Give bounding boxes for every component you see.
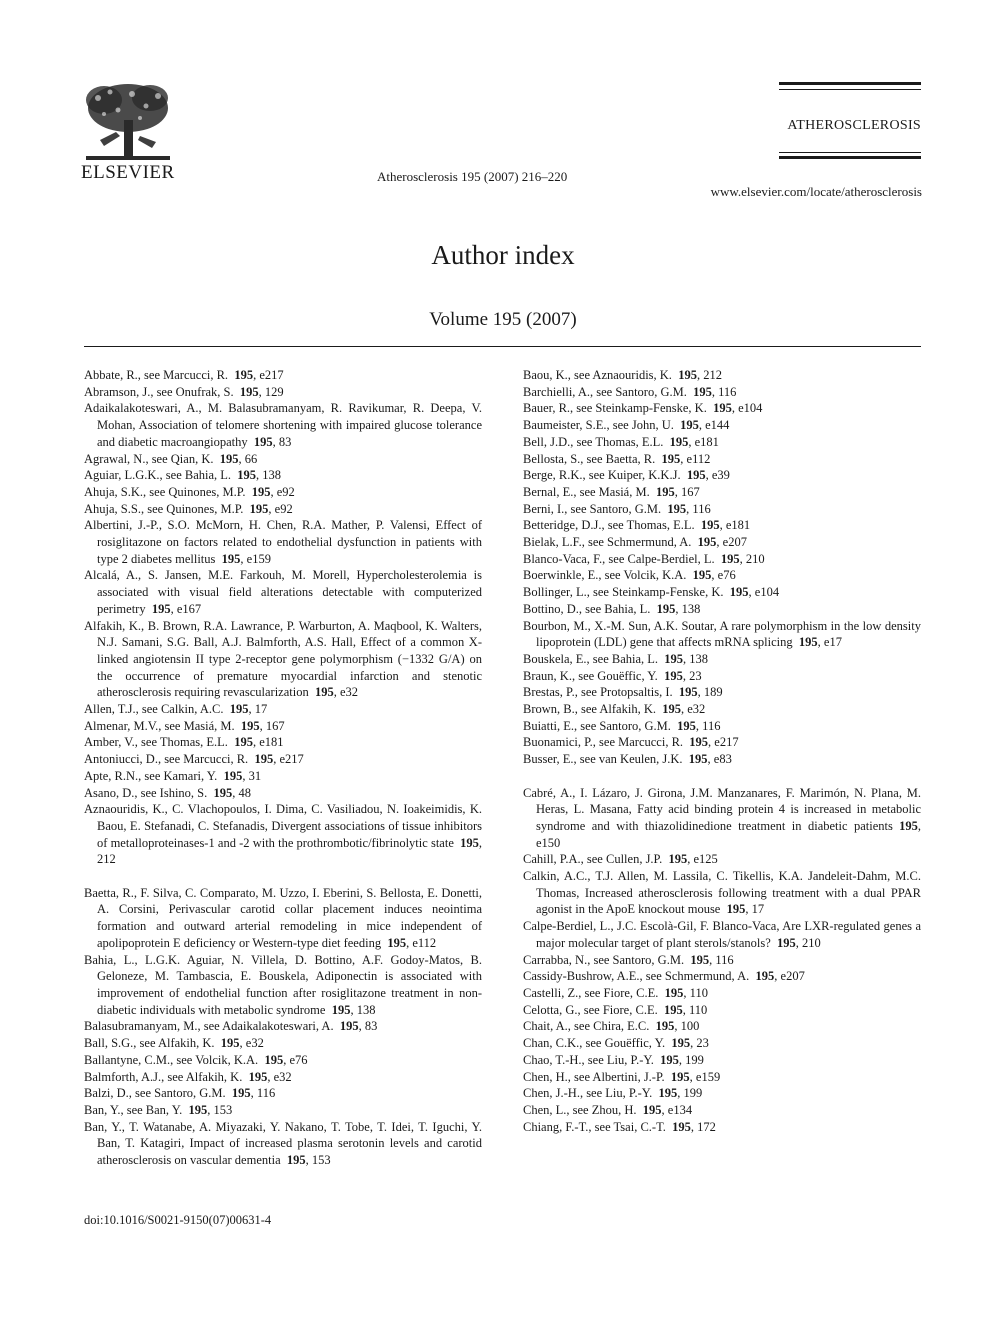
entry-text: Brestas, P., see Protopsaltis, I.	[523, 685, 673, 700]
index-entry: Adaikalakoteswari, A., M. Balasubramanyam, R. Ravikumar, R. Deepa, V. Mohan, Association of telomere shortening with impaired glucose tolerance and diabetic macroangiopathy 195, 83	[84, 401, 482, 449]
entry-volume: 195	[664, 651, 684, 666]
entry-page: 138	[689, 651, 709, 666]
entry-page: e159	[695, 1069, 721, 1084]
entry-volume: 195	[231, 1086, 251, 1101]
entry-volume: 195	[663, 1002, 683, 1017]
entry-volume: 195	[642, 1102, 662, 1117]
entry-text: Buonamici, P., see Marcucci, R.	[523, 735, 684, 750]
index-entry: Boerwinkle, E., see Volcik, K.A. 195, e76	[523, 568, 736, 583]
entry-volume: 195	[686, 468, 706, 483]
entry-page: 100	[680, 1019, 700, 1034]
entry-page: e112	[412, 935, 437, 950]
entry-page: e32	[245, 1036, 264, 1051]
entry-page: e32	[273, 1069, 292, 1084]
index-entry: Cassidy-Bushrow, A.E., see Schmermund, A. 195, e207	[523, 969, 805, 984]
entry-text: Cassidy-Bushrow, A.E., see Schmermund, A.	[523, 969, 750, 984]
entry-volume: 195	[240, 718, 260, 733]
entry-page: 66	[244, 451, 258, 466]
entry-page: e150	[536, 835, 561, 850]
entry-text: Berge, R.K., see Kuiper, K.K.J.	[523, 468, 681, 483]
index-entry: Ahuja, S.S., see Quinones, M.P. 195, e92	[84, 501, 293, 516]
index-entry: Calkin, A.C., T.J. Allen, M. Lassila, C. Tikellis, K.A. Jandeleit-Dahm, M.C. Thomas, Increased atherosclerosis following treatment with a dual PPAR agonist in the ApoE knockout mouse 195, 17	[523, 869, 921, 917]
entry-volume: 195	[387, 935, 407, 950]
entry-page: e181	[694, 434, 719, 449]
entry-page: e112	[686, 451, 711, 466]
entry-page: 153	[213, 1102, 233, 1117]
index-entry: Baetta, R., F. Silva, C. Comparato, M. Uzzo, I. Eberini, S. Bellosta, E. Donetti, A. Corsini, Perivascular carotid collar placement induces neointima formation and outward arterial remodeling in mice independent of apolipoprotein E deficiency or Western-type diet feeding 195, e112	[84, 885, 482, 950]
entry-page: 116	[256, 1086, 276, 1101]
entry-volume: 195	[251, 484, 271, 499]
index-entry: Brestas, P., see Protopsaltis, I. 195, 189	[523, 685, 723, 700]
entry-volume: 195	[213, 785, 233, 800]
entry-volume: 195	[248, 1069, 268, 1084]
entry-page: e32	[339, 685, 359, 700]
entry-volume: 195	[729, 585, 749, 600]
index-entry: Chen, H., see Albertini, J.-P. 195, e159	[523, 1069, 721, 1084]
header-divider	[84, 346, 921, 347]
entry-page: 116	[702, 718, 721, 733]
entry-page: e207	[722, 535, 747, 550]
entry-volume: 195	[688, 752, 708, 767]
index-entry: Ball, S.G., see Alfakih, K. 195, e32	[84, 1036, 264, 1051]
entry-volume: 195	[220, 1036, 240, 1051]
entry-text: Abramson, J., see Onufrak, S.	[84, 384, 234, 399]
entry-page: e17	[823, 635, 842, 650]
entry-page: e217	[259, 368, 284, 382]
entry-volume: 195	[664, 986, 684, 1000]
entry-text: Allen, T.J., see Calkin, A.C.	[84, 702, 224, 717]
entry-page: 17	[751, 902, 765, 917]
index-entry: Berge, R.K., see Kuiper, K.K.J. 195, e39	[523, 468, 730, 483]
entry-text: Baumeister, S.E., see John, U.	[523, 418, 674, 433]
entry-volume: 195	[656, 601, 676, 616]
entry-text: Bouskela, E., see Bahia, L.	[523, 651, 659, 666]
entry-volume: 195	[662, 702, 681, 717]
index-entry: Chen, L., see Zhou, H. 195, e134	[523, 1102, 693, 1117]
entry-text: Almenar, M.V., see Masiá, M.	[84, 718, 235, 733]
entry-volume: 195	[668, 852, 688, 867]
entry-page: 116	[692, 501, 711, 516]
entry-volume: 195	[221, 551, 241, 566]
index-entry: Baumeister, S.E., see John, U. 195, e144	[523, 418, 730, 433]
entry-page: 110	[688, 1002, 708, 1017]
entry-page: e92	[274, 501, 293, 516]
entry-volume: 195	[339, 1019, 359, 1034]
index-entry: Ban, Y., see Ban, Y. 195, 153	[84, 1102, 233, 1117]
tree-icon	[80, 80, 176, 164]
entry-page: 31	[248, 768, 262, 783]
index-entry: Calpe-Berdiel, L., J.C. Escolà-Gil, F. Blanco-Vaca, Are LXR-regulated genes a major molecular target of plant sterols/stanols? 195, 210	[523, 919, 921, 950]
index-entry: Berni, I., see Santoro, G.M. 195, 116	[523, 501, 711, 516]
entry-volume: 195	[658, 1086, 678, 1101]
entry-text: Baou, K., see Aznaouridis, K.	[523, 368, 672, 382]
journal-rule-top-thin	[779, 89, 921, 90]
index-entry: Cabré, A., I. Lázaro, J. Girona, J.M. Manzanares, F. Marimón, N. Plana, M. Heras, L. Masana, Fatty acid binding protein 4 is increased in metabolic syndrome and with thiazolidinedione treatment in diabetic patients 195, e150	[523, 785, 921, 850]
index-entry: Balasubramanyam, M., see Adaikalakoteswari, A. 195, 83	[84, 1019, 378, 1034]
index-entry: Almenar, M.V., see Masiá, M. 195, 167	[84, 718, 285, 733]
index-entry: Ban, Y., T. Watanabe, A. Miyazaki, Y. Nakano, T. Tobe, T. Idei, T. Iguchi, Y. Ban, T. Katagiri, Impact of increased plasma serotonin levels and carotid atherosclerosis on vascular dementia 195, 153	[84, 1119, 482, 1168]
index-column-right	[523, 367, 921, 1135]
entry-volume: 195	[678, 368, 697, 382]
entry-volume: 195	[680, 418, 699, 433]
entry-volume: 195	[692, 568, 712, 583]
index-entry: Apte, R.N., see Kamari, Y. 195, 31	[84, 768, 262, 783]
doi-text: doi:10.1016/S0021-9150(07)00631-4	[84, 1213, 272, 1227]
index-entry: Buiatti, E., see Santoro, G.M. 195, 116	[523, 718, 721, 733]
entry-volume: 195	[229, 702, 249, 717]
index-entry: Bielak, L.F., see Schmermund, A. 195, e207	[523, 535, 747, 550]
entry-page: 172	[697, 1119, 716, 1134]
entry-text: Alcalá, A., S. Jansen, M.E. Farkouh, M. Morell, Hypercholesterolemia is associated with visual field alterations detectable with computerized perimetry	[84, 568, 482, 616]
entry-page: 116	[715, 952, 734, 967]
entry-text: Chait, A., see Chira, E.C.	[523, 1019, 650, 1034]
entry-volume: 195	[234, 368, 254, 382]
entry-text: Aznaouridis, K., C. Vlachopoulos, I. Dima, C. Vasiliadou, N. Ioakeimidis, K. Baou, E. Stefanadi, C. Stefanadis, Divergent associations of tissue inhibitors of metalloproteinases-1 and -2 with the prothrombotic/fibrinolytic state	[84, 802, 482, 850]
index-entry: Chao, T.-H., see Liu, P.-Y. 195, 199	[523, 1052, 704, 1067]
elsevier-logo	[80, 80, 178, 184]
entry-page: e39	[711, 468, 730, 483]
entry-text: Celotta, G., see Fiore, C.E.	[523, 1002, 658, 1017]
index-entry: Balzi, D., see Santoro, G.M. 195, 116	[84, 1086, 276, 1101]
index-entry: Amber, V., see Thomas, E.L. 195, e181	[84, 735, 284, 750]
entry-text: Carrabba, N., see Santoro, G.M.	[523, 952, 685, 967]
index-entry: Abramson, J., see Onufrak, S. 195, 129	[84, 384, 284, 399]
entry-volume: 195	[314, 685, 334, 700]
entry-text: Chan, C.K., see Gouëffic, Y.	[523, 1036, 666, 1051]
entry-page: 23	[689, 668, 702, 683]
entry-text: Bielak, L.F., see Schmermund, A.	[523, 535, 692, 550]
entry-volume: 195	[331, 1002, 351, 1017]
entry-text: Ban, Y., T. Watanabe, A. Miyazaki, Y. Nakano, T. Tobe, T. Idei, T. Iguchi, Y. Ban, T. Katagiri, Impact of increased plasma serotonin levels and carotid atherosclerosis on vascular dementia	[84, 1119, 482, 1168]
entry-page: 23	[696, 1036, 709, 1051]
index-entry: Alcalá, A., S. Jansen, M.E. Farkouh, M. Morell, Hypercholesterolemia is associated with visual field alterations detectable with computerized perimetry 195, e167	[84, 568, 482, 616]
index-entry: Albertini, J.-P., S.O. McMorn, H. Chen, R.A. Mather, P. Valensi, Effect of rosiglitazone on factors related to endothelial dysfunction in patients with type 2 diabetes mellitus 195, e159	[84, 518, 482, 566]
entry-text: Braun, K., see Gouëffic, Y.	[523, 668, 658, 683]
entry-text: Baetta, R., F. Silva, C. Comparato, M. Uzzo, I. Eberini, S. Bellosta, E. Donetti, A. Corsini, Perivascular carotid collar placement induces neointima formation and outward arterial remodeling in mice independent of apolipoprotein E deficiency or Western-type diet feeding	[84, 885, 482, 950]
entry-text: Chen, H., see Albertini, J.-P.	[523, 1069, 665, 1084]
entry-text: Ahuja, S.K., see Quinones, M.P.	[84, 484, 246, 499]
index-entry: Antoniucci, D., see Marcucci, R. 195, e217	[84, 752, 304, 767]
index-entry: Aznaouridis, K., C. Vlachopoulos, I. Dima, C. Vasiliadou, N. Ioakeimidis, K. Baou, E. Stefanadi, C. Stefanadis, Divergent associations of tissue inhibitors of metalloproteinases-1 and -2 with the prothrombotic/fibrinolytic state 195, 212	[84, 802, 482, 867]
entry-text: Bourbon, M., X.-M. Sun, A.K. Soutar, A rare polymorphism in the low density lipoprotein (LDL) gene that affects mRNA splicing	[523, 618, 921, 650]
entry-text: Agrawal, N., see Qian, K.	[84, 451, 214, 466]
index-entry: Braun, K., see Gouëffic, Y. 195, 23	[523, 668, 702, 683]
entry-text: Balmforth, A.J., see Alfakih, K.	[84, 1069, 243, 1084]
entry-text: Antoniucci, D., see Marcucci, R.	[84, 752, 249, 767]
entry-volume: 195	[264, 1052, 284, 1067]
entry-page: e76	[289, 1052, 308, 1067]
entry-volume: 195	[219, 451, 239, 466]
entry-page: 212	[703, 368, 722, 382]
entry-text: Amber, V., see Thomas, E.L.	[84, 735, 228, 750]
entry-volume: 195	[697, 535, 717, 550]
entry-text: Betteridge, D.J., see Thomas, E.L.	[523, 518, 695, 533]
entry-volume: 195	[151, 601, 171, 616]
entry-page: e134	[667, 1102, 693, 1117]
entry-text: Bell, J.D., see Thomas, E.L.	[523, 434, 664, 449]
entry-volume: 195	[899, 818, 918, 833]
entry-volume: 195	[713, 401, 732, 416]
index-entry: Castelli, Z., see Fiore, C.E. 195, 110	[523, 986, 708, 1000]
entry-page: 116	[718, 384, 737, 399]
entry-text: Apte, R.N., see Kamari, Y.	[84, 768, 218, 783]
entry-text: Blanco-Vaca, F., see Calpe-Berdiel, L.	[523, 551, 715, 566]
entry-volume: 195	[188, 1102, 208, 1117]
index-entry: Abbate, R., see Marcucci, R. 195, e217	[84, 368, 284, 382]
entry-page: 167	[265, 718, 285, 733]
entry-volume: 195	[700, 518, 720, 533]
entry-text: Bauer, R., see Steinkamp-Fenske, K.	[523, 401, 707, 416]
entry-page: 129	[264, 384, 284, 399]
index-entry: Agrawal, N., see Qian, K. 195, 66	[84, 451, 258, 466]
entry-text: Boerwinkle, E., see Volcik, K.A.	[523, 568, 687, 583]
entry-volume: 195	[690, 952, 710, 967]
entry-text: Chen, J.-H., see Liu, P.-Y.	[523, 1086, 653, 1101]
entry-volume: 195	[798, 635, 818, 650]
index-entry: Bauer, R., see Steinkamp-Fenske, K. 195, e104	[523, 401, 763, 416]
entry-volume: 195	[660, 1052, 679, 1067]
index-entry: Bottino, D., see Bahia, L. 195, 138	[523, 601, 701, 616]
entry-volume: 195	[677, 718, 696, 733]
entry-text: Ahuja, S.S., see Quinones, M.P.	[84, 501, 244, 516]
journal-rule-bottom	[779, 156, 921, 159]
entry-page: e83	[713, 752, 732, 767]
entry-volume: 195	[661, 451, 681, 466]
index-entry: Allen, T.J., see Calkin, A.C. 195, 17	[84, 702, 268, 717]
entry-page: 83	[364, 1019, 378, 1034]
entry-page: e76	[717, 568, 736, 583]
entry-volume: 195	[253, 434, 273, 449]
entry-page: e144	[705, 418, 730, 433]
entry-volume: 195	[693, 384, 712, 399]
entry-page: 138	[356, 1002, 376, 1017]
entry-page: 210	[745, 551, 765, 566]
entry-text: Asano, D., see Ishino, S.	[84, 785, 208, 800]
entry-page: 189	[703, 685, 723, 700]
entry-text: Brown, B., see Alfakih, K.	[523, 702, 656, 717]
entry-page: e181	[725, 518, 751, 533]
index-entry: Ahuja, S.K., see Quinones, M.P. 195, e92	[84, 484, 295, 499]
entry-text: Calpe-Berdiel, L., J.C. Escolà-Gil, F. Blanco-Vaca, Are LXR-regulated genes a major molecular target of plant sterols/stanols?	[523, 919, 921, 950]
journal-name: ATHEROSCLEROSIS	[787, 118, 921, 133]
entry-volume: 195	[726, 902, 746, 917]
entry-text: Chen, L., see Zhou, H.	[523, 1102, 637, 1117]
entry-volume: 195	[223, 768, 243, 783]
entry-text: Cabré, A., I. Lázaro, J. Girona, J.M. Manzanares, F. Marimón, N. Plana, M. Heras, L. Masana, Fatty acid binding protein 4 is increased in metabolic syndrome and with thiazolidinedione treatment in diabetic patients	[523, 785, 921, 833]
journal-rule-bottom-thin	[779, 152, 921, 153]
entry-page: e207	[780, 969, 805, 984]
journal-url-link[interactable]: www.elsevier.com/locate/atherosclerosis	[710, 184, 922, 199]
index-entry: Ballantyne, C.M., see Volcik, K.A. 195, e76	[84, 1052, 308, 1067]
entry-page: e92	[276, 484, 295, 499]
entry-page: 138	[262, 468, 282, 483]
index-entry: Bahia, L., L.G.K. Aguiar, N. Villela, D. Bottino, A.F. Godoy-Matos, B. Geloneze, M. Tambascia, E. Bouskela, Adiponectin is associated with improvement of endothelial function after rosiglitazone treatment in non-diabetic individuals with metabolic syndrome 195, 138	[84, 952, 482, 1017]
entry-page: e125	[693, 852, 718, 867]
index-entry: Barchielli, A., see Santoro, G.M. 195, 116	[523, 384, 737, 399]
entry-volume: 195	[286, 1153, 306, 1168]
index-entry: Bollinger, L., see Steinkamp-Fenske, K. 195, e104	[523, 585, 780, 600]
entry-text: Barchielli, A., see Santoro, G.M.	[523, 384, 687, 399]
index-entry: Carrabba, N., see Santoro, G.M. 195, 116	[523, 952, 734, 967]
index-entry: Asano, D., see Ishino, S. 195, 48	[84, 785, 252, 800]
entry-volume: 195	[678, 685, 698, 700]
entry-page: e32	[687, 702, 706, 717]
entry-page: 199	[685, 1052, 704, 1067]
entry-page: e104	[738, 401, 763, 416]
entry-text: Chiang, F.-T., see Tsai, C.-T.	[523, 1119, 666, 1134]
index-entry: Chait, A., see Chira, E.C. 195, 100	[523, 1019, 700, 1034]
entry-text: Balzi, D., see Santoro, G.M.	[84, 1086, 226, 1101]
entry-volume: 195	[254, 752, 274, 767]
entry-text: Bollinger, L., see Steinkamp-Fenske, K.	[523, 585, 724, 600]
entry-page: 167	[680, 484, 700, 499]
entry-page: 17	[254, 702, 268, 717]
entry-page: e181	[259, 735, 284, 750]
entry-page: 138	[681, 601, 701, 616]
entry-volume: 195	[655, 1019, 675, 1034]
index-entry: Bourbon, M., X.-M. Sun, A.K. Soutar, A rare polymorphism in the low density lipoprotein (LDL) gene that affects mRNA splicing 195, e17	[523, 618, 921, 650]
index-entry: Betteridge, D.J., see Thomas, E.L. 195, e181	[523, 518, 751, 533]
index-entry: Chen, J.-H., see Liu, P.-Y. 195, 199	[523, 1086, 703, 1101]
page-title: Author index	[431, 240, 575, 270]
volume-label: Volume 195 (2007)	[429, 309, 577, 330]
entry-text: Ball, S.G., see Alfakih, K.	[84, 1036, 215, 1051]
entry-text: Adaikalakoteswari, A., M. Balasubramanyam, R. Ravikumar, R. Deepa, V. Mohan, Association of telomere shortening with impaired glucose tolerance and diabetic macroangiopathy	[84, 401, 482, 449]
entry-text: Bahia, L., L.G.K. Aguiar, N. Villela, D. Bottino, A.F. Godoy-Matos, B. Geloneze, M. Tambascia, E. Bouskela, Adiponectin is associated with improvement of endothelial function after rosiglitazone treatment in non-diabetic individuals with metabolic syndrome	[84, 952, 482, 1017]
entry-text: Buiatti, E., see Santoro, G.M.	[523, 718, 671, 733]
entry-page: 153	[311, 1153, 331, 1168]
entry-text: Albertini, J.-P., S.O. McMorn, H. Chen, R.A. Mather, P. Valensi, Effect of rosiglitazone on factors related to endothelial dysfunction in patients with type 2 diabetes mellitus	[84, 518, 482, 566]
entry-volume: 195	[755, 969, 775, 984]
entry-volume: 195	[670, 1069, 690, 1084]
entry-text: Cahill, P.A., see Cullen, J.P.	[523, 852, 663, 867]
entry-text: Calkin, A.C., T.J. Allen, M. Lassila, C. Tikellis, K.A. Jandeleit-Dahm, M.C. Thomas, Increased atherosclerosis following treatment with a dual PPAR agonist in the ApoE knockout mouse	[523, 869, 921, 917]
entry-volume: 195	[655, 484, 675, 499]
entry-text: Aguiar, L.G.K., see Bahia, L.	[84, 468, 232, 483]
entry-page: e217	[714, 735, 739, 750]
index-entry: Bouskela, E., see Bahia, L. 195, 138	[523, 651, 709, 666]
index-entry: Baou, K., see Aznaouridis, K. 195, 212	[523, 368, 722, 382]
entry-volume: 195	[669, 434, 689, 449]
index-entry: Buonamici, P., see Marcucci, R. 195, e217	[523, 735, 739, 750]
entry-volume: 195	[720, 551, 740, 566]
entry-text: Balasubramanyam, M., see Adaikalakoteswari, A.	[84, 1019, 334, 1034]
entry-text: Alfakih, K., B. Brown, R.A. Lawrance, P. Warburton, A. Maqbool, K. Walters, N.J. Samani, S.G. Ball, A.J. Balmforth, A.S. Hall, Effect of a common X-linked angiotensin II type 2-receptor gene polymorphism (−1332 G/A) on the occurrence of premature myocardial infarction and stenotic atherosclerosis requiring revascularization	[84, 618, 482, 700]
entry-text: Berni, I., see Santoro, G.M.	[523, 501, 662, 516]
entry-text: Bernal, E., see Masiá, M.	[523, 484, 650, 499]
index-entry: Blanco-Vaca, F., see Calpe-Berdiel, L. 195, 210	[523, 551, 765, 566]
entry-page: e167	[176, 601, 202, 616]
index-entry: Balmforth, A.J., see Alfakih, K. 195, e32	[84, 1069, 292, 1084]
entry-volume: 195	[672, 1119, 691, 1134]
index-column-left	[84, 367, 482, 1169]
index-entry: Brown, B., see Alfakih, K. 195, e32	[523, 702, 706, 717]
publisher-name: ELSEVIER	[81, 162, 175, 183]
entry-volume: 195	[689, 735, 709, 750]
entry-volume: 195	[234, 735, 253, 750]
entry-page: 212	[97, 852, 116, 867]
entry-text: Ban, Y., see Ban, Y.	[84, 1102, 183, 1117]
entry-page: e104	[754, 585, 780, 600]
index-entry: Busser, E., see van Keulen, J.K. 195, e83	[523, 752, 732, 767]
index-entry: Chan, C.K., see Gouëffic, Y. 195, 23	[523, 1036, 709, 1051]
entry-page: e159	[246, 551, 271, 566]
entry-volume: 195	[664, 668, 683, 683]
entry-text: Ballantyne, C.M., see Volcik, K.A.	[84, 1052, 259, 1067]
index-entry: Bell, J.D., see Thomas, E.L. 195, e181	[523, 434, 719, 449]
entry-volume: 195	[460, 835, 479, 850]
entry-page: 210	[802, 935, 821, 950]
index-entry: Alfakih, K., B. Brown, R.A. Lawrance, P. Warburton, A. Maqbool, K. Walters, N.J. Samani, S.G. Ball, A.J. Balmforth, A.S. Hall, Effect of a common X-linked angiotensin II type 2-receptor gene polymorphism (−1332 G/A) on the occurrence of premature myocardial infarction and stenotic atherosclerosis requiring revascularization 195, e32	[84, 618, 482, 700]
entry-volume: 195	[777, 935, 796, 950]
entry-volume: 195	[237, 468, 257, 483]
index-entry: Aguiar, L.G.K., see Bahia, L. 195, 138	[84, 468, 282, 483]
index-entry: Bernal, E., see Masiá, M. 195, 167	[523, 484, 700, 499]
entry-page: 110	[689, 986, 708, 1000]
entry-page: e217	[279, 752, 304, 767]
index-entry: Cahill, P.A., see Cullen, J.P. 195, e125	[523, 852, 718, 867]
index-entry: Celotta, G., see Fiore, C.E. 195, 110	[523, 1002, 708, 1017]
entry-page: 199	[683, 1086, 703, 1101]
entry-text: Bottino, D., see Bahia, L.	[523, 601, 651, 616]
index-entry: Bellosta, S., see Baetta, R. 195, e112	[523, 451, 711, 466]
journal-rule-top	[779, 82, 921, 85]
entry-volume: 195	[249, 501, 269, 516]
entry-text: Busser, E., see van Keulen, J.K.	[523, 752, 683, 767]
entry-page: 48	[238, 785, 252, 800]
entry-volume: 195	[667, 501, 687, 516]
entry-page: 83	[278, 434, 292, 449]
journal-citation: Atherosclerosis 195 (2007) 216–220	[377, 169, 568, 184]
entry-text: Abbate, R., see Marcucci, R.	[84, 368, 229, 382]
entry-volume: 195	[671, 1036, 691, 1051]
entry-volume: 195	[239, 384, 259, 399]
entry-text: Chao, T.-H., see Liu, P.-Y.	[523, 1052, 654, 1067]
entry-text: Bellosta, S., see Baetta, R.	[523, 451, 656, 466]
entry-text: Castelli, Z., see Fiore, C.E.	[523, 986, 659, 1000]
index-entry: Chiang, F.-T., see Tsai, C.-T. 195, 172	[523, 1119, 716, 1134]
